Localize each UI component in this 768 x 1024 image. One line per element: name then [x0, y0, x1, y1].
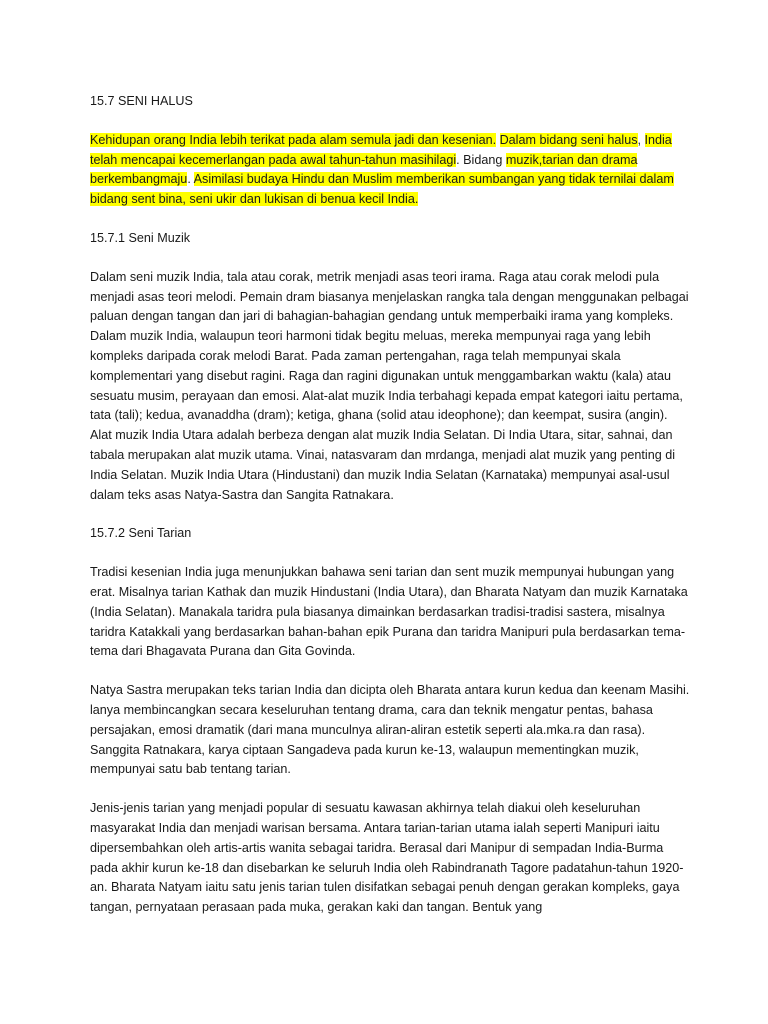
- highlight-sentence-2a: Dalam bidang seni halus: [499, 132, 638, 147]
- section-heading-seni-tarian: 15.7.2 Seni Tarian: [90, 526, 192, 541]
- highlight-sentence-1: Kehidupan orang India lebih terikat pada alam semula jadi dan kesenian.: [90, 132, 497, 147]
- section-heading-seni-halus: 15.7 SENI HALUS: [90, 94, 193, 108]
- highlight-sentence-2b: India telah mencapai kecemerlangan pada awal tahun-tahun masihilagi: [90, 132, 672, 167]
- highlight-sentence-3: muzik,tarian dan drama berkembangmaju: [90, 152, 638, 187]
- section-heading-seni-muzik: 15.7.1 Seni Muzik: [90, 230, 191, 245]
- tarian-paragraph-3: Jenis-jenis tarian yang menjadi popular di sesuatu kawasan akhirnya telah diakui oleh keseluruhan masyarakat India dan menjadi warisan bersama. Antara tarian-tarian utama ialah seperti Manipuri iaitu dipersembahkan oleh artis-artis wanita sebagai taridra. Berasal dari Manipur di sempadan India-Burma pada akhir kurun ke-18 dan disebarkan ke seluruh India oleh Rabindranath Tagore padatahun-tahun 1920-an. Bharata Natyam iaitu satu jenis tarian tulen disifatkan sebagai penuh dengan gerakan kompleks, gaya tangan, pernyataan perasaan pada muka, gerakan kaki dan tangan. Bentuk yang: [90, 801, 684, 915]
- muzik-paragraph: Dalam seni muzik India, tala atau corak, metrik menjadi asas teori irama. Raga atau corak melodi pula menjadi asas teori melodi. Pemain dram biasanya menjelaskan rangka tala dengan menggunakan pelbagai paluan dengan tangan dan jari di bahagian-bahagian gendang untuk memperbaiki irama yang kompleks. Dalam muzik India, walaupun teori harmoni tidak begitu meluas, mereka mempunyai raga yang lebih kompleks daripada corak melodi Barat. Pada zaman pertengahan, raga telah mempunyai skala komplementari yang disebut ragini. Raga dan ragini digunakan untuk menggambarkan waktu (kala) atau sesuatu musim, perayaan dan emosi. Alat-alat muzik India terbahagi kepada empat kategori iaitu pertama, tata (tali); kedua, avanaddha (dram); ketiga, ghana (solid atau ideophone); dan keempat, susira (angin). Alat muzik India Utara adalah berbeza dengan alat muzik India Selatan. Di India Utara, sitar, sahnai, dan tabala merupakan alat muzik utama. Vinai, natasvaram dan mrdanga, menjadi alat muzik yang penting di India Selatan. Muzik India Utara (Hindustani) dan muzik India Selatan (Karnataka) mempunyai asal-usul dalam teks asas Natya-Sastra dan Sangita Ratnakara.: [90, 269, 689, 502]
- highlight-sentence-4: Asimilasi budaya Hindu dan Muslim memberikan sumbangan yang tidak ternilai dalam bidang sent bina, seni ukir dan lukisan di benua kecil India.: [90, 172, 674, 207]
- plain-text-bidang: Bidang: [463, 152, 506, 167]
- document-page: [90, 92, 690, 937]
- tarian-paragraph-1: Tradisi kesenian India juga menunjukkan bahawa seni tarian dan sent muzik mempunyai hubungan yang erat. Misalnya tarian Kathak dan muzik Hindustani (India Utara), dan Bharata Natyam dan muzik Karnataka (India Selatan). Manakala taridra pula biasanya dimainkan berdasarkan tradisi-tradisi sastera, misalnya taridra Katakkali yang berdasarkan bahan-bahan epik Purana dan taridra Manipuri pula berdasarkan tema-tema dari Bhagavata Purana dan Gita Govinda.: [90, 565, 688, 659]
- intro-paragraph: Kehidupan orang India lebih terikat pada alam semula jadi dan kesenian. Dalam bidang seni halus, India telah mencapai kecemerlangan pada awal tahun-tahun masihilagi. Bidang muzik,tarian dan drama berkembangmaju. Asimilasi budaya Hindu dan Muslim memberikan sumbangan yang tidak ternilai dalam bidang sent bina, seni ukir dan lukisan di benua kecil India.: [90, 132, 674, 207]
- tarian-paragraph-2: Natya Sastra merupakan teks tarian India dan dicipta oleh Bharata antara kurun kedua dan keenam Masihi. lanya membincangkan secara keseluruhan tentang drama, cara dan teknik mengatur pentas, bahasa persajakan, emosi dramatik (dari mana munculnya aliran-aliran estetik seperti ala.mka.ra dan rasa). Sanggita Ratnakara, karya ciptaan Sangadeva pada kurun ke-13, walaupun mementingkan muzik, mempunyai satu bab tentang tarian.: [90, 683, 690, 777]
